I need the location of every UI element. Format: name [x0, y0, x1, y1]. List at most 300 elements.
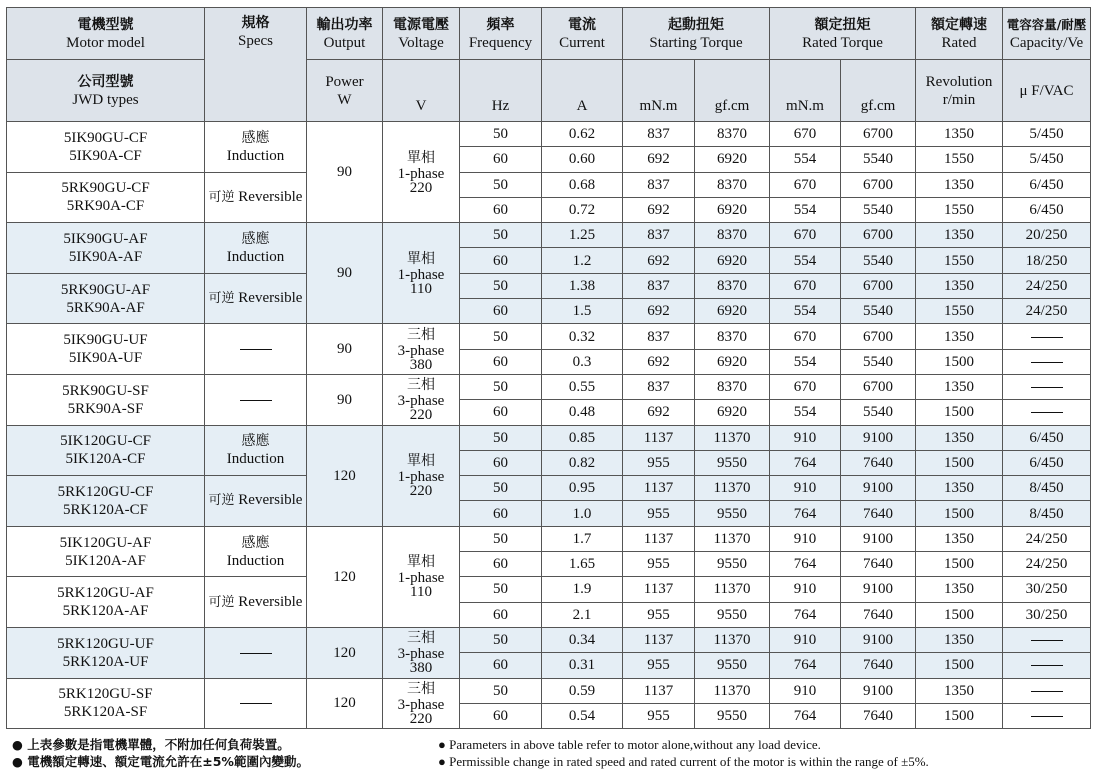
- rated-torque-gfcm-cell: 6700: [841, 172, 916, 197]
- header-rated-torque-gfcm: gf.cm: [841, 60, 916, 122]
- rated-speed-cell: 1350: [916, 223, 1003, 248]
- table-row: [7, 223, 1091, 248]
- header-capacity-unit: μ F/VAC: [1003, 60, 1091, 122]
- type-zh: 可逆: [208, 594, 235, 610]
- header-motor-model: 電機型號 Motor model: [7, 8, 205, 60]
- spec-type-cell: [205, 324, 307, 375]
- rated-speed-cell: 1350: [916, 577, 1003, 602]
- model-cell: [7, 678, 205, 729]
- table-row: [7, 627, 1091, 652]
- current-cell: 0.68: [542, 172, 623, 197]
- table-row: [7, 577, 1091, 602]
- voltage-phase-en: 1-phase: [397, 469, 445, 486]
- rated-torque-mnm-cell: 910: [770, 425, 841, 450]
- rated-torque-gfcm-cell: 5540: [841, 400, 916, 425]
- start-torque-gfcm-cell: 8370: [695, 122, 770, 147]
- note-zh-1: ● 上表參數是指電機單體，不附加任何負荷裝置。: [12, 737, 290, 752]
- output-cell: 120: [307, 425, 383, 526]
- current-cell: 0.48: [542, 400, 623, 425]
- capacity-cell: 6/450: [1003, 172, 1091, 197]
- rated-torque-gfcm-cell: 7640: [841, 703, 916, 728]
- voltage-value: 220: [409, 179, 433, 196]
- start-torque-gfcm-cell: 11370: [695, 627, 770, 652]
- frequency-cell: 50: [460, 273, 542, 298]
- spec-type-cell: [205, 678, 307, 729]
- rated-speed-cell: 1500: [916, 703, 1003, 728]
- model-cell: [7, 627, 205, 678]
- voltage-phase-en: 3-phase: [397, 696, 445, 713]
- model-name: 5RK90GU-SF: [62, 382, 149, 399]
- start-torque-mnm-cell: 837: [623, 374, 695, 399]
- header-frequency: 頻率 Frequency: [460, 8, 542, 60]
- dash-mark: [1031, 362, 1063, 363]
- start-torque-gfcm-cell: 6920: [695, 299, 770, 324]
- rated-speed-cell: 1350: [916, 678, 1003, 703]
- type-zh: 感應: [241, 433, 270, 450]
- voltage-phase-zh: 單相: [407, 554, 435, 571]
- output-cell: 90: [307, 223, 383, 324]
- frequency-cell: 50: [460, 425, 542, 450]
- model-cell: [7, 476, 205, 527]
- start-torque-gfcm-cell: 9550: [695, 703, 770, 728]
- start-torque-gfcm-cell: 6920: [695, 248, 770, 273]
- table-row: [7, 476, 1091, 501]
- voltage-phase-zh: 三相: [407, 630, 435, 647]
- capacity-cell: 8/450: [1003, 501, 1091, 526]
- rated-torque-mnm-cell: 554: [770, 147, 841, 172]
- header-current-unit: A: [542, 60, 623, 122]
- model-cell: [7, 223, 205, 274]
- table-row: [7, 526, 1091, 551]
- rated-torque-mnm-cell: 910: [770, 526, 841, 551]
- table-row: [7, 324, 1091, 349]
- header-current: 電流 Current: [542, 8, 623, 60]
- rated-torque-gfcm-cell: 5540: [841, 299, 916, 324]
- frequency-cell: 50: [460, 172, 542, 197]
- model-name: 5IK120GU-CF: [60, 433, 151, 450]
- model-cell: [7, 526, 205, 577]
- start-torque-mnm-cell: 692: [623, 248, 695, 273]
- start-torque-mnm-cell: 955: [623, 602, 695, 627]
- table-row: [7, 374, 1091, 399]
- type-zh: 感應: [241, 230, 270, 247]
- start-torque-gfcm-cell: 8370: [695, 273, 770, 298]
- rated-torque-mnm-cell: 670: [770, 223, 841, 248]
- voltage-phase-zh: 單相: [407, 250, 435, 267]
- voltage-cell: [383, 324, 460, 375]
- model-name: 5RK120GU-CF: [57, 483, 154, 500]
- rated-torque-mnm-cell: 910: [770, 627, 841, 652]
- current-cell: 0.82: [542, 450, 623, 475]
- start-torque-mnm-cell: 692: [623, 197, 695, 222]
- dash-mark: [1031, 640, 1063, 641]
- start-torque-mnm-cell: 1137: [623, 476, 695, 501]
- start-torque-mnm-cell: 837: [623, 223, 695, 248]
- rated-speed-cell: 1350: [916, 526, 1003, 551]
- rated-torque-mnm-cell: 554: [770, 299, 841, 324]
- capacity-cell: [1003, 627, 1091, 652]
- frequency-cell: 50: [460, 627, 542, 652]
- dash-mark: [1031, 691, 1063, 692]
- start-torque-gfcm-cell: 8370: [695, 374, 770, 399]
- start-torque-mnm-cell: 692: [623, 400, 695, 425]
- current-cell: 0.34: [542, 627, 623, 652]
- dash-mark: [240, 653, 272, 654]
- dash-mark: [240, 349, 272, 350]
- model-name: 5RK90A-AF: [66, 299, 145, 316]
- model-name: 5IK90A-AF: [68, 248, 143, 265]
- table-row: [7, 172, 1091, 197]
- model-name: 5RK120GU-AF: [57, 585, 154, 602]
- current-cell: 1.38: [542, 273, 623, 298]
- current-cell: 0.3: [542, 349, 623, 374]
- spec-type-cell: [205, 627, 307, 678]
- model-name: 5RK90A-SF: [67, 400, 144, 417]
- type-zh: 可逆: [208, 189, 235, 205]
- current-cell: 0.31: [542, 653, 623, 678]
- start-torque-gfcm-cell: 9550: [695, 450, 770, 475]
- rated-speed-cell: 1500: [916, 400, 1003, 425]
- rated-speed-cell: 1550: [916, 248, 1003, 273]
- header-start-torque-gfcm: gf.cm: [695, 60, 770, 122]
- rated-torque-mnm-cell: 670: [770, 374, 841, 399]
- rated-torque-mnm-cell: 910: [770, 476, 841, 501]
- frequency-cell: 50: [460, 374, 542, 399]
- capacity-cell: 20/250: [1003, 223, 1091, 248]
- current-cell: 0.62: [542, 122, 623, 147]
- frequency-cell: 60: [460, 349, 542, 374]
- start-torque-mnm-cell: 1137: [623, 627, 695, 652]
- model-name: 5IK90A-CF: [69, 147, 142, 164]
- voltage-cell: [383, 425, 460, 526]
- output-cell: 90: [307, 374, 383, 425]
- current-cell: 1.65: [542, 552, 623, 577]
- rated-torque-gfcm-cell: 5540: [841, 349, 916, 374]
- start-torque-mnm-cell: 837: [623, 273, 695, 298]
- dash-mark: [1031, 665, 1063, 666]
- rated-torque-gfcm-cell: 6700: [841, 374, 916, 399]
- rated-torque-gfcm-cell: 5540: [841, 197, 916, 222]
- spec-type-cell: [205, 476, 307, 527]
- current-cell: 1.25: [542, 223, 623, 248]
- rated-torque-mnm-cell: 764: [770, 501, 841, 526]
- dash-mark: [1031, 716, 1063, 717]
- type-zh: 感應: [241, 129, 270, 146]
- voltage-phase-en: 1-phase: [397, 165, 445, 182]
- start-torque-gfcm-cell: 11370: [695, 476, 770, 501]
- table-header: [7, 8, 1091, 122]
- rated-torque-gfcm-cell: 7640: [841, 653, 916, 678]
- current-cell: 0.72: [542, 197, 623, 222]
- current-cell: 0.85: [542, 425, 623, 450]
- table-row: [7, 678, 1091, 703]
- start-torque-gfcm-cell: 9550: [695, 501, 770, 526]
- rated-speed-cell: 1500: [916, 653, 1003, 678]
- rated-torque-mnm-cell: 764: [770, 653, 841, 678]
- model-cell: [7, 324, 205, 375]
- type-en: Reversible: [238, 290, 303, 307]
- voltage-phase-en: 1-phase: [397, 266, 445, 283]
- capacity-cell: 18/250: [1003, 248, 1091, 273]
- frequency-cell: 60: [460, 299, 542, 324]
- rated-speed-cell: 1500: [916, 552, 1003, 577]
- spec-type-cell: [205, 223, 307, 274]
- frequency-cell: 60: [460, 602, 542, 627]
- rated-speed-cell: 1550: [916, 197, 1003, 222]
- voltage-phase-zh: 單相: [407, 149, 435, 166]
- header-frequency-unit: Hz: [460, 60, 542, 122]
- model-name: 5IK90GU-CF: [63, 129, 148, 146]
- model-name: 5RK120A-UF: [62, 653, 149, 670]
- start-torque-gfcm-cell: 6920: [695, 349, 770, 374]
- spec-type-cell: [205, 172, 307, 223]
- start-torque-mnm-cell: 837: [623, 122, 695, 147]
- start-torque-gfcm-cell: 6920: [695, 197, 770, 222]
- rated-torque-gfcm-cell: 9100: [841, 678, 916, 703]
- frequency-cell: 50: [460, 476, 542, 501]
- frequency-cell: 60: [460, 400, 542, 425]
- capacity-cell: 6/450: [1003, 450, 1091, 475]
- rated-speed-cell: 1350: [916, 425, 1003, 450]
- start-torque-gfcm-cell: 8370: [695, 172, 770, 197]
- rated-torque-gfcm-cell: 5540: [841, 147, 916, 172]
- rated-torque-gfcm-cell: 5540: [841, 248, 916, 273]
- capacity-cell: 30/250: [1003, 577, 1091, 602]
- rated-speed-cell: 1350: [916, 374, 1003, 399]
- start-torque-mnm-cell: 1137: [623, 577, 695, 602]
- rated-speed-cell: 1550: [916, 147, 1003, 172]
- header-voltage-unit: V: [383, 60, 460, 122]
- voltage-phase-zh: 三相: [407, 377, 435, 394]
- start-torque-mnm-cell: 1137: [623, 425, 695, 450]
- model-name: 5IK90GU-AF: [63, 230, 148, 247]
- header-rated-torque: 額定扭矩 Rated Torque: [770, 8, 916, 60]
- start-torque-gfcm-cell: 6920: [695, 147, 770, 172]
- start-torque-gfcm-cell: 9550: [695, 653, 770, 678]
- capacity-cell: [1003, 324, 1091, 349]
- header-speed-unit: Revolution r/min: [916, 60, 1003, 122]
- rated-speed-cell: 1350: [916, 476, 1003, 501]
- type-en: Reversible: [238, 492, 303, 509]
- start-torque-gfcm-cell: 11370: [695, 425, 770, 450]
- table-row: [7, 425, 1091, 450]
- frequency-cell: 60: [460, 248, 542, 273]
- start-torque-mnm-cell: 1137: [623, 678, 695, 703]
- voltage-value: 380: [409, 356, 433, 373]
- note-en-1: ● Parameters in above table refer to motor alone,without any load device.: [438, 737, 821, 752]
- start-torque-mnm-cell: 692: [623, 349, 695, 374]
- capacity-cell: 24/250: [1003, 552, 1091, 577]
- voltage-cell: [383, 526, 460, 627]
- rated-torque-gfcm-cell: 6700: [841, 324, 916, 349]
- start-torque-mnm-cell: 955: [623, 450, 695, 475]
- start-torque-gfcm-cell: 9550: [695, 552, 770, 577]
- voltage-phase-en: 1-phase: [397, 570, 445, 587]
- rated-speed-cell: 1500: [916, 349, 1003, 374]
- voltage-cell: [383, 374, 460, 425]
- dash-mark: [1031, 412, 1063, 413]
- voltage-value: 380: [409, 660, 433, 677]
- current-cell: 0.95: [542, 476, 623, 501]
- type-zh: 可逆: [208, 291, 235, 307]
- rated-torque-mnm-cell: 764: [770, 450, 841, 475]
- rated-torque-gfcm-cell: 9100: [841, 627, 916, 652]
- type-en: Induction: [226, 451, 285, 468]
- model-name: 5IK120GU-AF: [59, 534, 152, 551]
- header-rated-torque-mnm: mN.m: [770, 60, 841, 122]
- rated-torque-mnm-cell: 764: [770, 602, 841, 627]
- capacity-cell: 6/450: [1003, 425, 1091, 450]
- frequency-cell: 50: [460, 526, 542, 551]
- table-row: [7, 273, 1091, 298]
- capacity-cell: [1003, 678, 1091, 703]
- header-starting-torque: 起動扭矩 Starting Torque: [623, 8, 770, 60]
- rated-torque-mnm-cell: 670: [770, 273, 841, 298]
- model-name: 5IK90GU-UF: [63, 332, 148, 349]
- capacity-cell: 24/250: [1003, 526, 1091, 551]
- spec-type-cell: [205, 425, 307, 476]
- type-zh: 感應: [241, 534, 270, 551]
- model-name: 5RK120A-SF: [63, 704, 148, 721]
- rated-torque-gfcm-cell: 7640: [841, 602, 916, 627]
- start-torque-mnm-cell: 955: [623, 501, 695, 526]
- model-cell: [7, 273, 205, 324]
- header-output-unit: Power W: [307, 60, 383, 122]
- note-en-2: ● Permissible change in rated speed and rated current of the motor is within the range of ±5%.: [438, 754, 929, 769]
- current-cell: 1.9: [542, 577, 623, 602]
- start-torque-gfcm-cell: 8370: [695, 324, 770, 349]
- start-torque-gfcm-cell: 11370: [695, 526, 770, 551]
- note-zh-2: ● 電機額定轉速、額定電流允許在±5%範圍內變動。: [12, 754, 309, 769]
- frequency-cell: 60: [460, 147, 542, 172]
- start-torque-gfcm-cell: 9550: [695, 602, 770, 627]
- model-cell: [7, 577, 205, 628]
- motor-spec-table: [6, 7, 1091, 729]
- model-name: 5RK90GU-AF: [60, 281, 151, 298]
- start-torque-gfcm-cell: 8370: [695, 223, 770, 248]
- type-en: Induction: [226, 248, 285, 265]
- rated-torque-gfcm-cell: 7640: [841, 501, 916, 526]
- output-cell: 120: [307, 526, 383, 627]
- current-cell: 1.0: [542, 501, 623, 526]
- voltage-cell: [383, 122, 460, 223]
- model-name: 5RK120A-CF: [62, 501, 148, 518]
- start-torque-gfcm-cell: 6920: [695, 400, 770, 425]
- model-name: 5IK120A-AF: [65, 552, 146, 569]
- frequency-cell: 60: [460, 552, 542, 577]
- current-cell: 0.59: [542, 678, 623, 703]
- rated-torque-gfcm-cell: 9100: [841, 526, 916, 551]
- current-cell: 0.32: [542, 324, 623, 349]
- rated-speed-cell: 1350: [916, 172, 1003, 197]
- rated-torque-mnm-cell: 764: [770, 703, 841, 728]
- model-name: 5RK120GU-UF: [57, 635, 154, 652]
- header-jwd-types: 公司型號 JWD types: [7, 60, 205, 122]
- frequency-cell: 50: [460, 122, 542, 147]
- rated-torque-mnm-cell: 764: [770, 552, 841, 577]
- voltage-phase-zh: 三相: [407, 326, 435, 343]
- dash-mark: [1031, 337, 1063, 338]
- rated-speed-cell: 1500: [916, 450, 1003, 475]
- voltage-phase-en: 3-phase: [397, 646, 445, 663]
- capacity-cell: [1003, 349, 1091, 374]
- model-cell: [7, 172, 205, 223]
- current-cell: 1.5: [542, 299, 623, 324]
- frequency-cell: 50: [460, 678, 542, 703]
- model-name: 5IK120A-CF: [65, 451, 146, 468]
- rated-torque-mnm-cell: 554: [770, 248, 841, 273]
- frequency-cell: 60: [460, 197, 542, 222]
- frequency-cell: 50: [460, 223, 542, 248]
- voltage-cell: [383, 627, 460, 678]
- table-row: [7, 122, 1091, 147]
- voltage-phase-zh: 三相: [407, 680, 435, 697]
- capacity-cell: [1003, 400, 1091, 425]
- type-en: Induction: [226, 147, 285, 164]
- model-name: 5IK90A-UF: [68, 350, 143, 367]
- model-name: 5RK90GU-CF: [61, 180, 150, 197]
- output-cell: 90: [307, 324, 383, 375]
- spec-type-cell: [205, 122, 307, 173]
- frequency-cell: 50: [460, 324, 542, 349]
- rated-torque-gfcm-cell: 6700: [841, 223, 916, 248]
- rated-torque-gfcm-cell: 7640: [841, 552, 916, 577]
- rated-speed-cell: 1550: [916, 299, 1003, 324]
- rated-torque-mnm-cell: 670: [770, 324, 841, 349]
- rated-torque-gfcm-cell: 9100: [841, 577, 916, 602]
- type-en: Induction: [226, 552, 285, 569]
- header-voltage: 電源電壓 Voltage: [383, 8, 460, 60]
- start-torque-mnm-cell: 837: [623, 172, 695, 197]
- type-zh: 可逆: [208, 493, 235, 509]
- model-cell: [7, 425, 205, 476]
- rated-speed-cell: 1500: [916, 602, 1003, 627]
- rated-torque-mnm-cell: 670: [770, 172, 841, 197]
- rated-torque-mnm-cell: 554: [770, 349, 841, 374]
- header-output: 輸出功率 Output: [307, 8, 383, 60]
- capacity-cell: 5/450: [1003, 122, 1091, 147]
- header-capacity: 電容容量/耐壓 Capacity/Ve: [1003, 8, 1091, 60]
- dash-mark: [1031, 387, 1063, 388]
- model-name: 5RK120A-AF: [62, 603, 149, 620]
- model-name: 5RK120GU-SF: [58, 686, 153, 703]
- voltage-value: 220: [409, 483, 433, 500]
- rated-torque-mnm-cell: 910: [770, 678, 841, 703]
- start-torque-mnm-cell: 955: [623, 703, 695, 728]
- capacity-cell: [1003, 374, 1091, 399]
- voltage-value: 220: [409, 710, 433, 727]
- voltage-cell: [383, 678, 460, 729]
- rated-speed-cell: 1350: [916, 122, 1003, 147]
- frequency-cell: 50: [460, 577, 542, 602]
- model-name: 5RK90A-CF: [66, 198, 145, 215]
- start-torque-mnm-cell: 692: [623, 147, 695, 172]
- current-cell: 0.55: [542, 374, 623, 399]
- start-torque-mnm-cell: 692: [623, 299, 695, 324]
- rated-speed-cell: 1350: [916, 627, 1003, 652]
- frequency-cell: 60: [460, 450, 542, 475]
- capacity-cell: 6/450: [1003, 197, 1091, 222]
- output-cell: 120: [307, 678, 383, 729]
- type-en: Reversible: [238, 188, 303, 205]
- model-cell: [7, 122, 205, 173]
- current-cell: 1.7: [542, 526, 623, 551]
- current-cell: 0.54: [542, 703, 623, 728]
- spec-type-cell: [205, 526, 307, 577]
- rated-torque-mnm-cell: 554: [770, 197, 841, 222]
- dash-mark: [240, 400, 272, 401]
- rated-torque-gfcm-cell: 7640: [841, 450, 916, 475]
